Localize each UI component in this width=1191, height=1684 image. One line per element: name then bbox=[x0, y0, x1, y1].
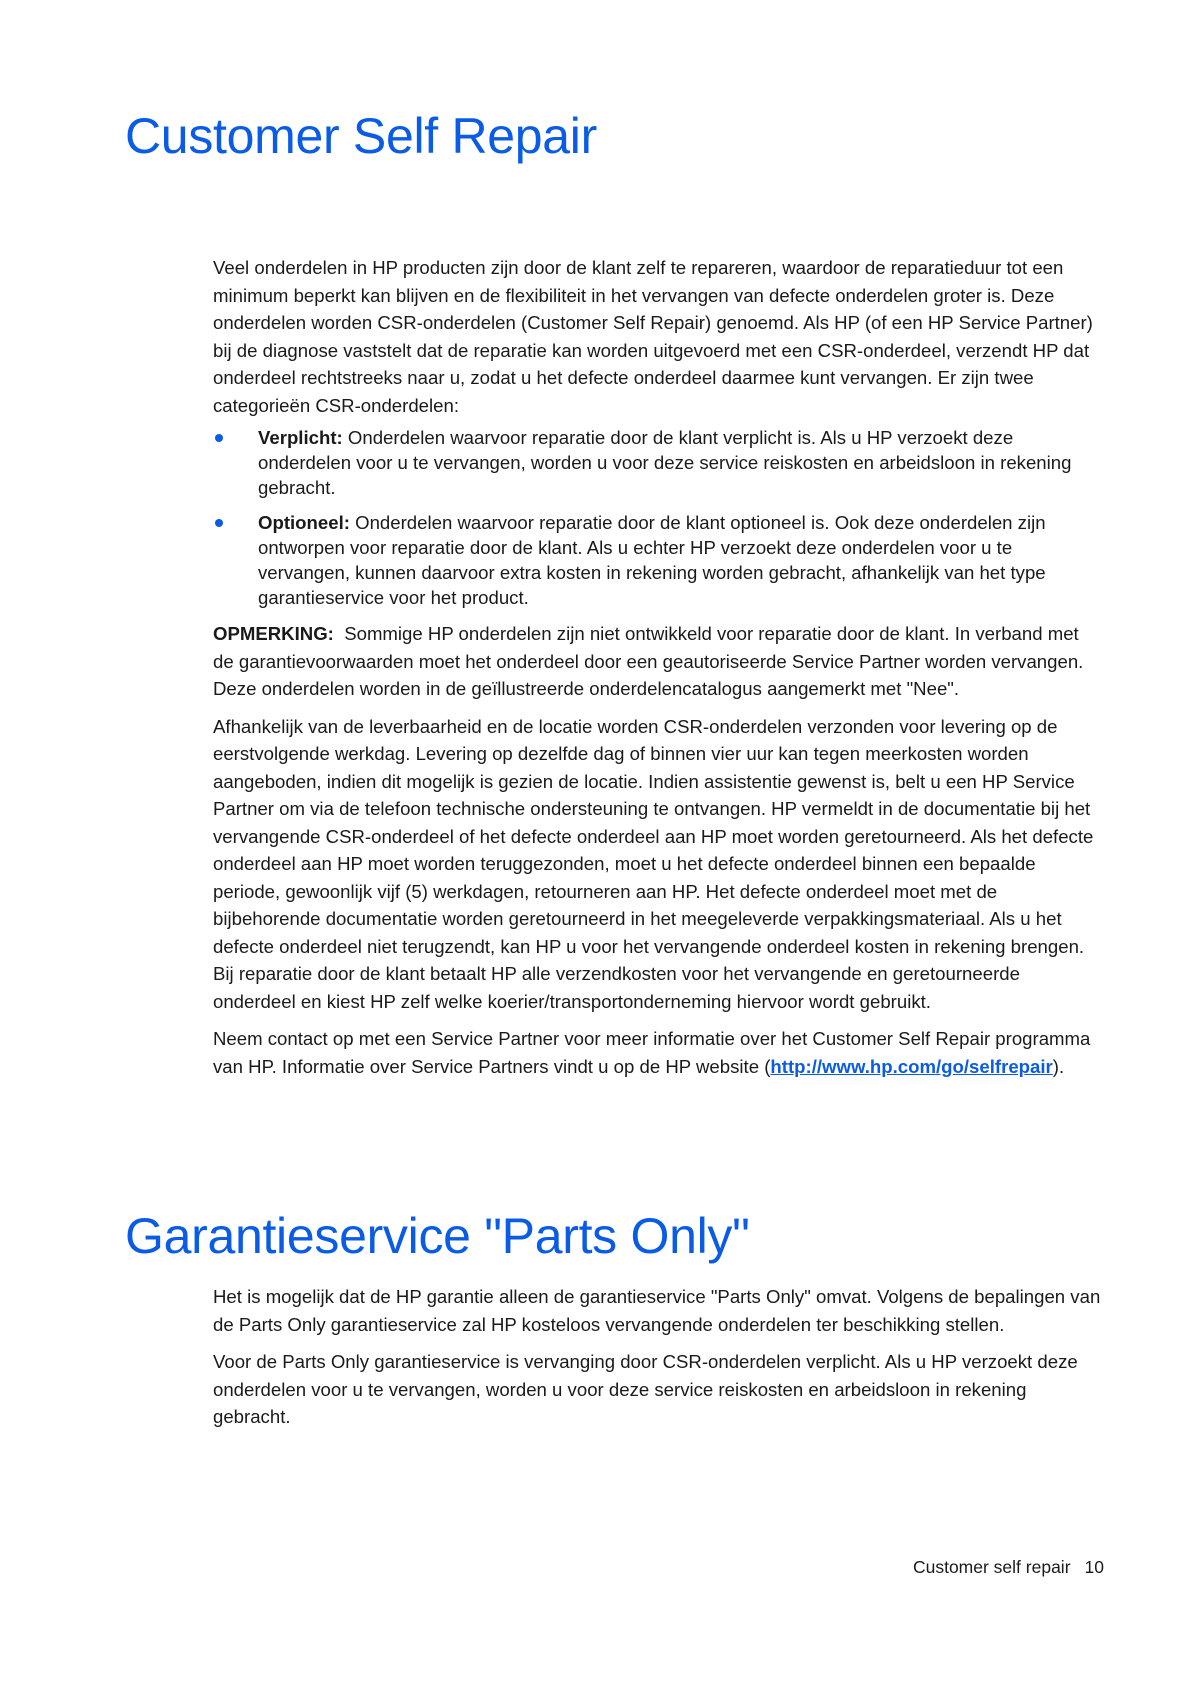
footer-label: Customer self repair bbox=[912, 1557, 1071, 1577]
list-item-optioneel bbox=[213, 510, 1103, 610]
bullet-term: Verplicht: bbox=[258, 427, 343, 448]
list-item-verplicht bbox=[213, 425, 1103, 500]
parts-only-paragraph-2: Voor de Parts Only garantieservice is vervanging door CSR-onderdelen verplicht. Als u HP verzoekt deze onderdelen voor u te vervangen, worden u voor deze service reiskosten en arbeidsloon in rekening gebracht. bbox=[213, 1351, 1078, 1427]
note-label: OPMERKING: bbox=[213, 623, 334, 644]
page-footer bbox=[913, 1557, 1104, 1578]
bullet-icon bbox=[215, 434, 223, 442]
contact-text: Neem contact op met een Service Partner voor meer informatie over het Customer Self Repair programma van HP. Informatie over Service Partners vindt u op de HP website ( bbox=[213, 1028, 1091, 1077]
parts-only-paragraph-1: Het is mogelijk dat de HP garantie alleen de garantieservice "Parts Only" omvat. Volgens de bepalingen van de Parts Only garantieservice zal HP kosteloos vervangende onderdelen ter beschikking stellen. bbox=[213, 1286, 1101, 1335]
note-paragraph bbox=[213, 620, 1103, 703]
contact-paragraph bbox=[213, 1025, 1103, 1080]
bullet-text: Onderdelen waarvoor reparatie door de klant optioneel is. Ook deze onderdelen zijn ontworpen voor reparatie door de klant. Als u echter HP verzoekt deze onderdelen voor u te vervangen, kunnen daarvoor extra kosten in rekening worden gebracht, afhankelijk van het type garantieservice voor het product. bbox=[258, 512, 1046, 608]
page-number: 10 bbox=[1084, 1557, 1104, 1577]
bullet-icon bbox=[215, 519, 223, 527]
section-customer-self-repair bbox=[213, 254, 1103, 1080]
selfrepair-link[interactable]: http://www.hp.com/go/selfrepair bbox=[770, 1055, 1053, 1077]
contact-end: ). bbox=[1052, 1055, 1065, 1077]
heading-customer-self-repair: Customer Self Repair bbox=[125, 108, 597, 164]
bullet-term: Optioneel: bbox=[258, 512, 350, 533]
csr-category-list bbox=[213, 425, 1103, 610]
intro-paragraph: Veel onderdelen in HP producten zijn door de klant zelf te repareren, waardoor de reparatieduur tot een minimum beperkt kan blijven en de flexibiliteit in het vervangen van defecte onderdelen groter is. Deze onderdelen worden CSR-onderdelen (Customer Self Repair) genoemd. Als HP (of een HP Service Partner) bij de diagnose vaststelt dat de reparatie kan worden uitgevoerd met een CSR-onderdeel, verzendt HP dat onderdeel rechtstreeks naar u, zodat u het defecte onderdeel daarmee kunt vervangen. Er zijn twee categorieën CSR-onderdelen: bbox=[213, 257, 1093, 416]
section-parts-only bbox=[213, 1283, 1103, 1431]
note-text: Sommige HP onderdelen zijn niet ontwikkeld voor reparatie door de klant. In verband met de garantievoorwaarden moet het onderdeel door een geautoriseerde Service Partner worden vervangen. Deze onderdelen worden in de geïllustreerde onderdelencatalogus aangemerkt met "Nee". bbox=[213, 623, 1084, 699]
delivery-paragraph: Afhankelijk van de leverbaarheid en de locatie worden CSR-onderdelen verzonden voor levering op de eerstvolgende werkdag. Levering op dezelfde dag of binnen vier uur kan tegen meerkosten worden aangeboden, indien dit mogelijk is gezien de locatie. Indien assistentie gewenst is, belt u een HP Service Partner om via de telefoon technische ondersteuning te ontvangen. HP vermeldt in de documentatie bij het vervangende CSR-onderdeel of het defecte onderdeel aan HP moet worden geretourneerd. Als het defecte onderdeel aan HP moet worden teruggezonden, moet u het defecte onderdeel binnen een bepaalde periode, gewoonlijk vijf (5) werkdagen, retourneren aan HP. Het defecte onderdeel moet met de bijbehorende documentatie worden geretourneerd in het meegeleverde verpakkingsmateriaal. Als u het defecte onderdeel niet terugzendt, kan HP u voor het vervangende onderdeel kosten in rekening brengen. Bij reparatie door de klant betaalt HP alle verzendkosten voor het vervangende en geretourneerde onderdeel en kiest HP zelf welke koerier/transportonderneming hiervoor wordt gebruikt. bbox=[213, 715, 1094, 1012]
bullet-text: Onderdelen waarvoor reparatie door de klant verplicht is. Als u HP verzoekt deze onderdelen voor u te vervangen, worden u voor deze service reiskosten en arbeidsloon in rekening gebracht. bbox=[258, 427, 1072, 498]
heading-parts-only: Garantieservice "Parts Only" bbox=[125, 1208, 750, 1264]
